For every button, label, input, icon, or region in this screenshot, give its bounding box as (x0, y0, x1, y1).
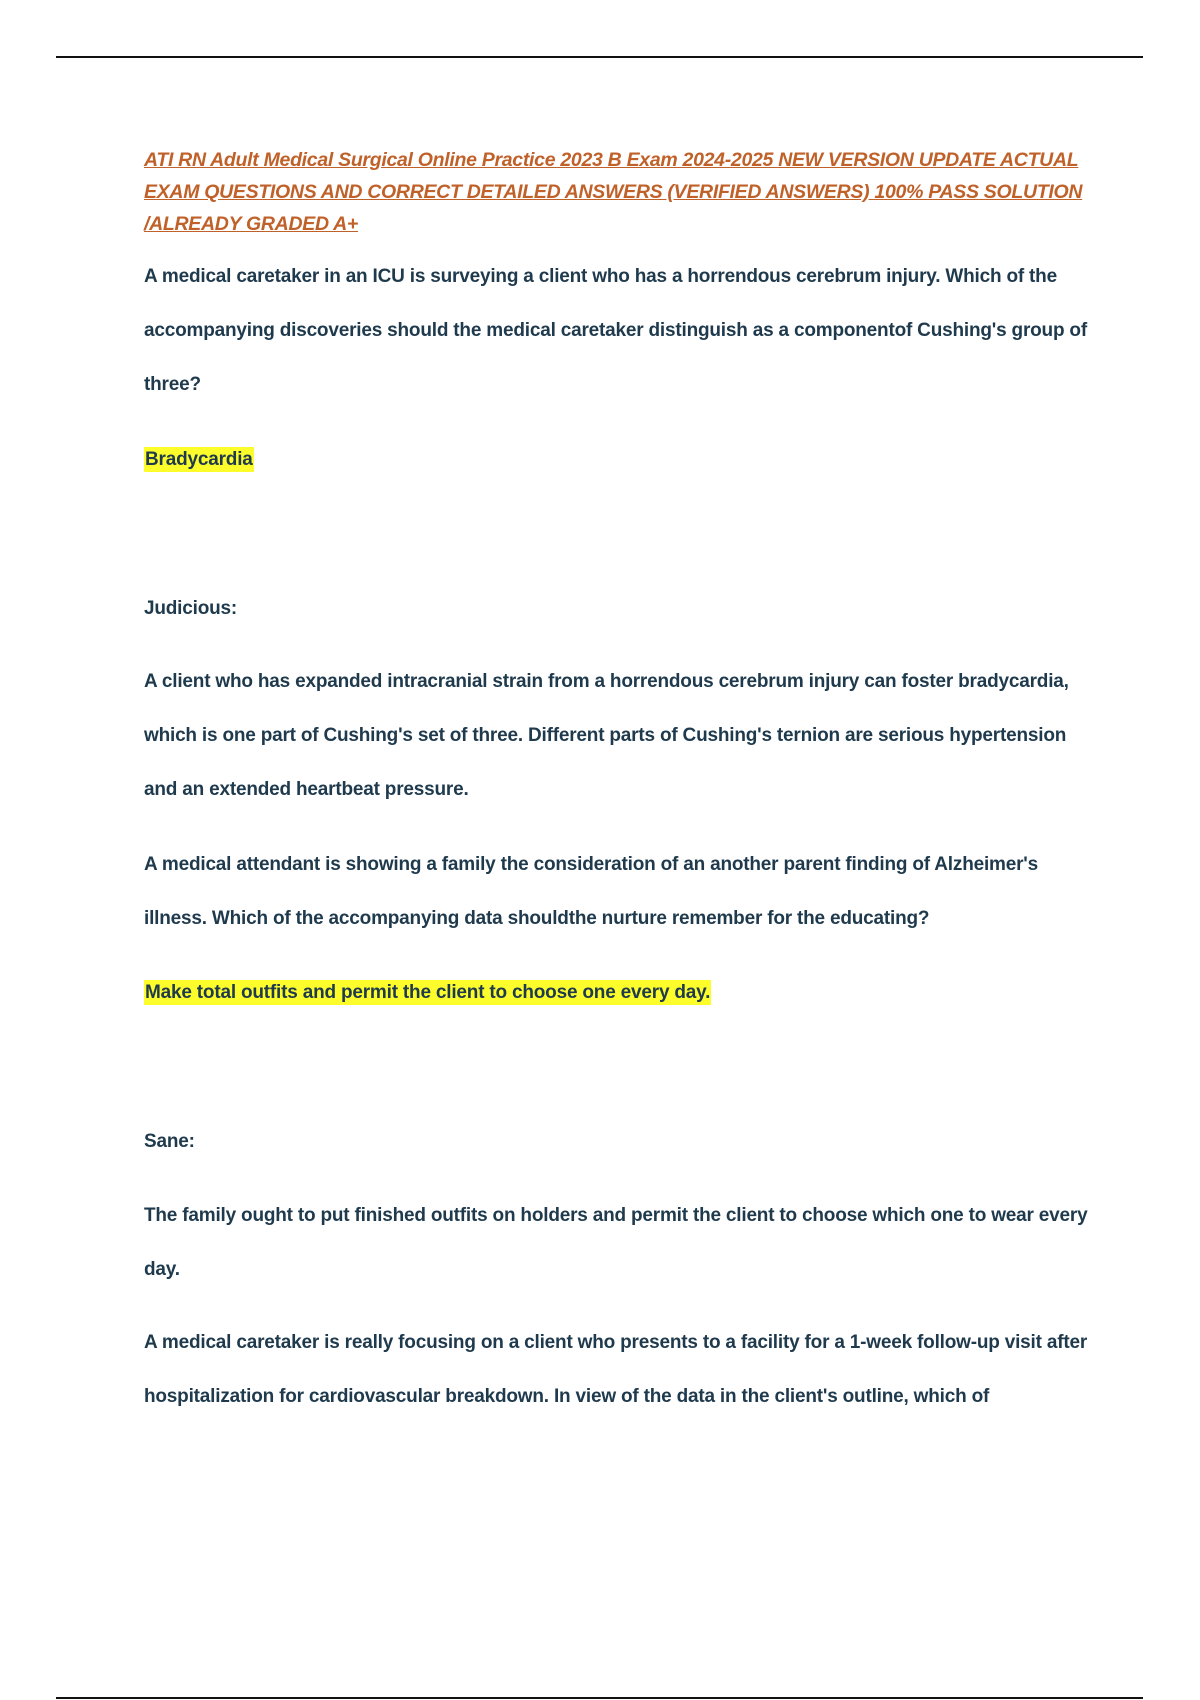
question-1-rationale-label: Judicious: (144, 598, 238, 619)
question-1-answer (144, 433, 1094, 487)
question-1-text: A medical caretaker in an ICU is surveying a client who has a horrendous cerebrum injury. Which of the accompanying discoveries should the medical caretaker distinguish as a componentof Cushing's group of three? (144, 266, 1087, 395)
question-2-text: A medical attendant is showing a family the consideration of an another parent finding of Alzheimer's illness. Which of the accompanying data shouldthe nurture remember for the educating? (144, 854, 1038, 929)
top-rule (56, 56, 1143, 58)
question-1-rationale: A client who has expanded intracranial strain from a horrendous cerebrum injury can foster bradycardia, which is one part of Cushing's set of three. Different parts of Cushing's ternion are serious hypertension and an extended heartbeat pressure. (144, 671, 1069, 800)
question-3-text: A medical caretaker is really focusing on a client who presents to a facility for a 1-week follow-up visit after hospitalization for cardiovascular breakdown. In view of the data in the client's outline, which of (144, 1332, 1088, 1407)
question-2-answer (144, 966, 1094, 1020)
document-title: ATI RN Adult Medical Surgical Online Practice 2023 B Exam 2024-2025 NEW VERSION UPDATE ACTUAL EXAM QUESTIONS AND CORRECT DETAILED ANSWERS (VERIFIED ANSWERS) 100% PASS SOLUTION /ALREADY GRADED A+ (144, 149, 1083, 235)
question-2-rationale-label: Sane: (144, 1131, 195, 1152)
question-2-rationale: The family ought to put finished outfits on holders and permit the client to choose which one to wear every day. (144, 1205, 1088, 1280)
bottom-rule (56, 1697, 1143, 1699)
answer-highlight: Bradycardia (145, 449, 253, 470)
answer-highlight: Make total outfits and permit the client to choose one every day. (145, 982, 711, 1003)
